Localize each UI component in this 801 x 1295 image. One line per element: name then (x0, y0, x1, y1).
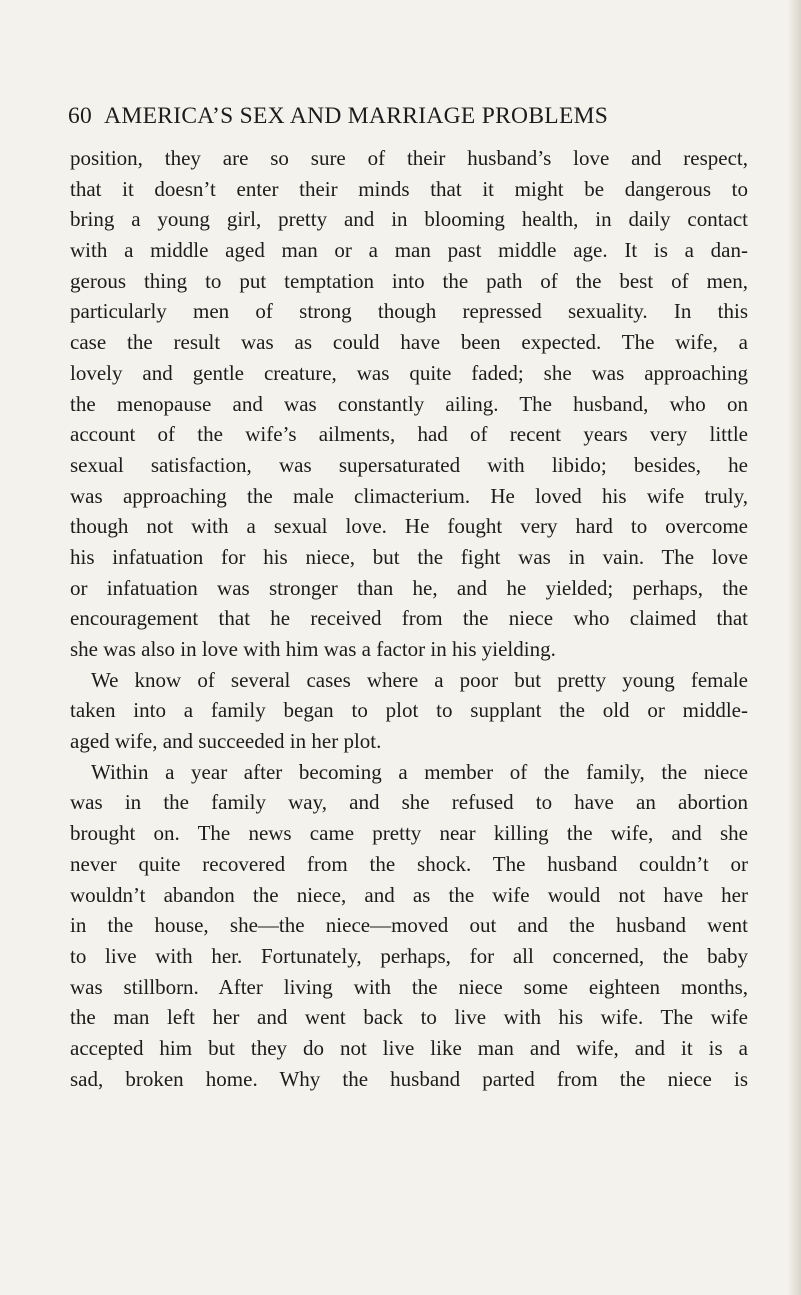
text-line: with a middle aged man or a man past middle age. It is a dan- (70, 238, 748, 263)
text-line: encouragement that he received from the niece who claimed that (70, 606, 748, 631)
text-line: never quite recovered from the shock. The husband couldn’t or (70, 851, 748, 876)
text-line: was approaching the male climacterium. He loved his wife truly, (70, 483, 748, 508)
running-head (68, 103, 748, 130)
text-line: the man left her and went back to live with his wife. The wife (70, 1005, 748, 1030)
text-line: his infatuation for his niece, but the fight was in vain. The love (70, 544, 748, 569)
paragraph-first-line: We know of several cases where a poor but pretty young female (91, 667, 748, 692)
text-line: sad, broken home. Why the husband parted from the niece is (70, 1066, 748, 1091)
text-line: taken into a family began to plot to supplant the old or middle- (70, 698, 748, 723)
text-line: in the house, she—the niece—moved out and the husband went (70, 913, 748, 938)
text-line: bring a young girl, pretty and in blooming health, in daily contact (70, 207, 748, 232)
text-line: or infatuation was stronger than he, and he yielded; perhaps, the (70, 575, 748, 600)
text-line: was in the family way, and she refused to have an abortion (70, 790, 748, 815)
text-line: accepted him but they do not live like man and wife, and it is a (70, 1035, 748, 1060)
text-line: case the result was as could have been expected. The wife, a (70, 330, 748, 355)
page-number: 60 (68, 103, 93, 129)
paragraph-first-line: Within a year after becoming a member of the family, the niece (91, 759, 748, 784)
text-line: gerous thing to put temptation into the path of the best of men, (70, 268, 748, 293)
text-line: was stillborn. After living with the niece some eighteen months, (70, 974, 748, 999)
text-line: to live with her. Fortunately, perhaps, for all concerned, the baby (70, 943, 748, 968)
text-line: lovely and gentle creature, was quite faded; she was approaching (70, 360, 748, 385)
text-line: aged wife, and succeeded in her plot. (70, 729, 382, 754)
text-line: though not with a sexual love. He fought very hard to overcome (70, 514, 748, 539)
text-line: that it doesn’t enter their minds that it might be dangerous to (70, 176, 748, 201)
text-line: wouldn’t abandon the niece, and as the wife would not have her (70, 882, 748, 907)
text-line: position, they are so sure of their husband’s love and respect, (70, 146, 748, 170)
text-line: the menopause and was constantly ailing. The husband, who on (70, 391, 748, 416)
text-line: she was also in love with him was a factor in his yielding. (70, 637, 556, 661)
running-title: AMERICA’S SEX AND MARRIAGE PROBLEMS (104, 103, 609, 129)
text-line: account of the wife’s ailments, had of recent years very little (70, 422, 748, 447)
text-line: sexual satisfaction, was supersaturated with libido; besides, he (70, 452, 748, 477)
text-line: brought on. The news came pretty near killing the wife, and she (70, 821, 748, 846)
text-line: particularly men of strong though repressed sexuality. In this (70, 299, 748, 324)
body-text (70, 143, 748, 1094)
page-edge-shadow (787, 0, 801, 1295)
